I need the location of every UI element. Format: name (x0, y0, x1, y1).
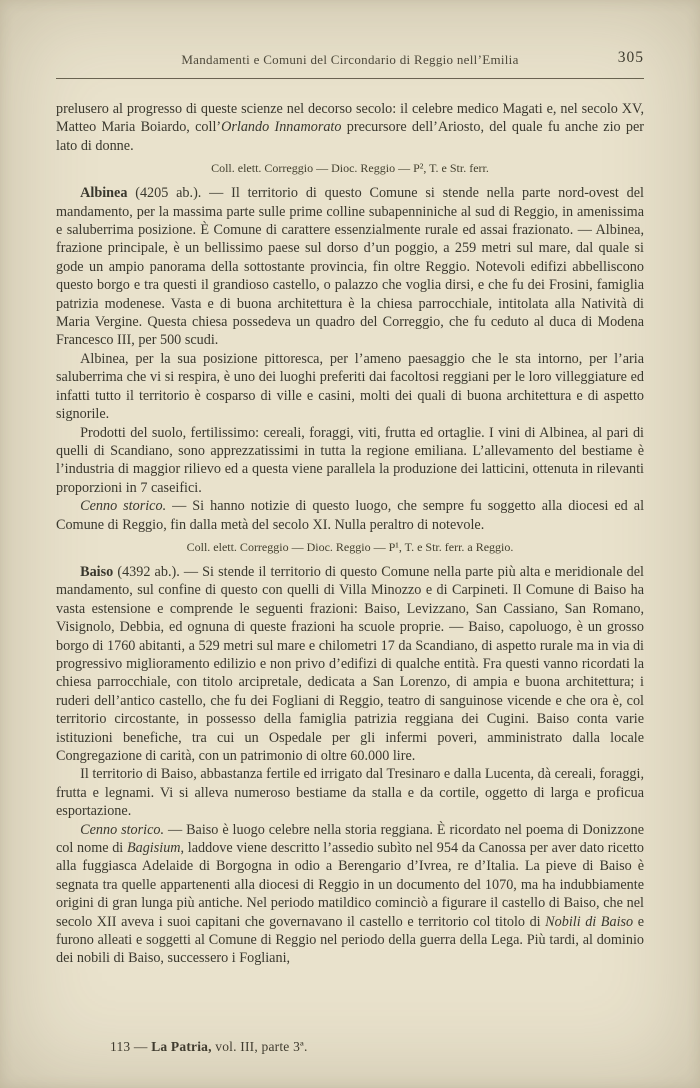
bold-text: Albinea (80, 185, 128, 202)
text-run: Coll. elett. Correggio — Dioc. Reggio — P¹, T. e Str. ferr. a Reggio. (186, 539, 514, 554)
bold-text: Baiso (80, 563, 114, 580)
footer-imprint (110, 1039, 308, 1055)
text-run: , laddove viene descritto l’assedio subìto nel 954 da Canossa per aver dato ricetto alla fuggiasca Adelaide di Borgogna in odio a Berengario d’Ivrea, re d’Italia. La pieve di Baiso è segnata tra quelle appartenenti alla diocesi di Reggio in un documento del 1070, ma ha indubbiamente origini di gran lunga più antiche. Nel periodo matildico cominciò a figurare il castello di Baiso, che nel secolo XII aveva i suoi capitani che governavano il castello e territorio col titolo di (56, 840, 645, 930)
running-title: Mandamenti e Comuni del Circondario di Reggio nell’Emilia (181, 52, 519, 67)
header-rule (56, 78, 644, 79)
text-run: Albinea, per la sua posizione pittoresca, per l’ameno paesaggio che le sta intorno, per l’aria saluberrima che vi si respira, è uno dei luoghi preferiti dai facoltosi reggiani per le loro villeggiature ed infatti tutto il territorio è cosparso di ville e casini, molti dei quali di buona architettura e di aspetto signorile. (56, 350, 644, 423)
text-run: (4205 ab.). — Il territorio di questo Comune si stende nella parte nord-ovest del mandamento, per la massima parte sulle prime colline subapenniniche al sud di Reggio, in amenissima e saluberrima posizione. È Comune di carattere essenzialmente rurale ed assai frazionato. — Albinea, frazione principale, è un bellissimo paese sul dorso d’un poggio, a 259 metri sul mare, dal quale si gode un ampio panorama della sottostante provincia, fin oltre Reggio. Notevoli edifizi abbelliscono questo borgo e tra questi il grandioso castello, o palazzo che voglia dirsi, e che fu dei Frosini, famiglia patrizia modenese. Vasta e di buona architettura è la chiesa parrocchiale, intitolata alla Natività di Maria Vergine. Questa chiesa possedeva un quadro del Correggio, che fu ceduto al duca di Modena Francesco III, per 500 scudi. (56, 185, 644, 349)
bold-text: La Patria, (151, 1039, 212, 1054)
paragraph (56, 497, 644, 534)
paragraph (56, 350, 644, 424)
text-run: Coll. elett. Correggio — Dioc. Reggio — P², T. e Str. ferr. (211, 161, 489, 176)
text-run: prelusero al progresso di queste scienze nel decorso secolo: il celebre medico Magati e, nel secolo XV, Matteo Maria Boiardo, coll’ (56, 101, 644, 136)
text-run: precursore dell’Ariosto, del quale fu anche zio per lato di donne. (56, 119, 644, 154)
paragraph (56, 100, 644, 155)
italic-text: Bagisium (126, 840, 181, 857)
italic-text: Cenno storico. (80, 498, 167, 515)
text-run: vol. III, parte 3ª. (211, 1039, 308, 1054)
italic-text: Nobili di Baiso (545, 913, 634, 930)
page-body (56, 100, 644, 968)
text-run: Il territorio di Baiso, abbastanza fertile ed irrigato dal Tresinaro e dalla Lucenta, dà cereali, foraggi, frutta e legnami. Vi si alleva numeroso bestiame da stalla e da cortile, oggetto di larga e proficua esportazione. (56, 766, 644, 820)
paragraph (56, 765, 644, 820)
text-run: 113 — (110, 1039, 152, 1054)
page-number: 305 (617, 49, 644, 66)
paragraph (56, 563, 644, 765)
page-header (56, 49, 644, 70)
italic-text: Orlando Innamorato (221, 119, 342, 136)
text-run: Prodotti del suolo, fertilissimo: cereali, foraggi, viti, frutta ed ortaglie. I vini di Albinea, al pari di quelli di Scandiano, sono apprezzatissimi in tutta la regione emiliana. L’allevamento del bestiame è l’industria di maggior rilievo ed a questa viene parallela la produzione dei latticini, ottenuta in rilevanti proporzioni in 7 caseifici. (56, 424, 644, 496)
paragraph (56, 821, 644, 968)
reference-note (56, 540, 644, 555)
text-run: — Baiso è luogo celebre nella storia reggiana. È ricordato nel poema di Donizzone col nome di (56, 821, 644, 857)
text-run: — Si hanno notizie di questo luogo, che sempre fu soggetto alla diocesi ed al Comune di Reggio, fin dalla metà del secolo XI. Nulla peraltro di notevole. (56, 498, 645, 533)
paragraph (56, 184, 644, 350)
text-run: (4392 ab.). — Si stende il territorio di questo Comune nella parte più alta e meridionale del mandamento, sul confine di questo con quelli di Villa Minozzo e di Carpineti. Il Comune di Baiso ha vasta estensione e comprende le seguenti frazioni: Baiso, Levizzano, San Cassiano, San Romano, Visignolo, Debbia, ed ognuna di queste frazioni ha scuole proprie. — Baiso, capoluogo, è un grosso borgo di 1760 abitanti, a 529 metri sul mare e chilometri 17 da Scandiano, di aspetto rurale ma in via di progressivo miglioramento edilizio e non privo d’edifizi di qualche entità. Fra questi vanno ricordati la chiesa parrocchiale, con titolo arcipretale, dedicata a San Lorenzo, di ampia e buona architettura; i ruderi dell’antico castello, che fu dei Fogliani di Reggio, teatro di sanguinose vicende e che ora è, col territorio circostante, in possesso della famiglia patrizia reggiana dei Cugini. Baiso conta varie istituzioni benefiche, tra cui un Ospedale per gli infermi poveri, amministrato dalla locale Congregazione di carità, con un patrimonio di oltre 60.000 lire. (56, 563, 644, 764)
text-run: e furono alleati e soggetti al Comune di Reggio nel periodo della guerra della Lega. Più tardi, al dominio dei nobili di Baiso, successero i Fogliani, (56, 913, 644, 967)
italic-text: Cenno storico. (80, 821, 165, 838)
reference-note (56, 161, 644, 176)
paragraph (56, 424, 644, 498)
